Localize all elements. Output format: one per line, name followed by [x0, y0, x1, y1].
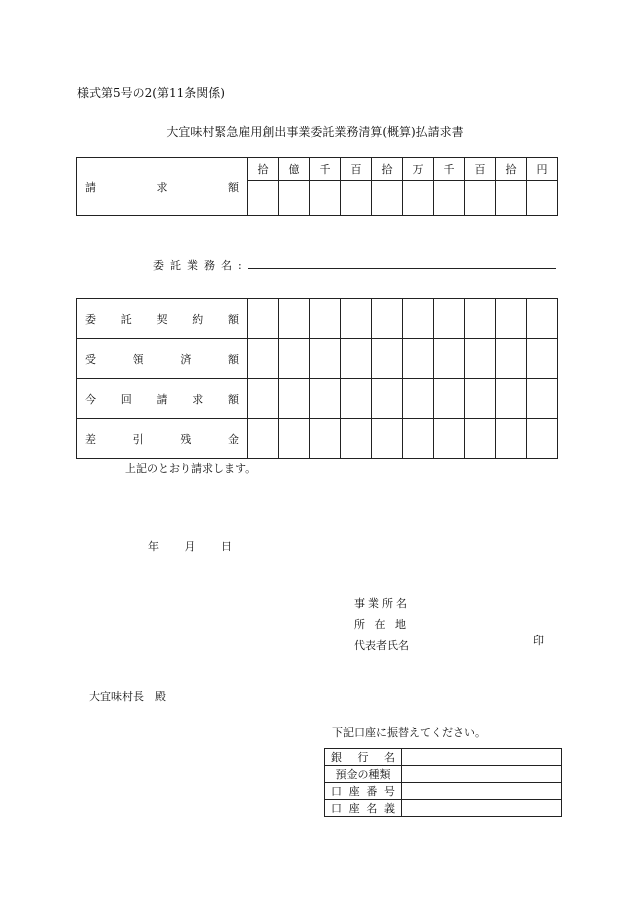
- representative-label: 代表者氏名: [354, 639, 409, 652]
- amount-digit-cell[interactable]: [434, 419, 465, 459]
- amount-digit-cell[interactable]: [279, 419, 310, 459]
- bank-account-table: [324, 748, 562, 817]
- amount-digit-cell[interactable]: [372, 419, 403, 459]
- bank-name-field[interactable]: [402, 749, 562, 766]
- digit-header: 百: [465, 158, 496, 181]
- amount-digit-cell[interactable]: [341, 339, 372, 379]
- amount-digit-cell[interactable]: [372, 379, 403, 419]
- form-number: 様式第5号の2(第11条関係): [77, 86, 225, 100]
- table-row: [325, 800, 562, 817]
- digit-header: 円: [527, 158, 558, 181]
- account-holder-label: 口 座 名 義: [325, 800, 402, 817]
- addressee: 大宜味村長 殿: [89, 690, 166, 703]
- amount-digit-cell[interactable]: [279, 379, 310, 419]
- amount-digit-cell[interactable]: [279, 299, 310, 339]
- digit-header: 百: [341, 158, 372, 181]
- amount-digit-cell[interactable]: [310, 379, 341, 419]
- table-row: [325, 766, 562, 783]
- date-line: [148, 538, 232, 554]
- table-row: [325, 783, 562, 800]
- amount-digit-cell[interactable]: [341, 419, 372, 459]
- digit-header: 拾: [372, 158, 403, 181]
- table-row: [77, 299, 558, 339]
- digit-header: 拾: [496, 158, 527, 181]
- amount-digit-cell[interactable]: [403, 419, 434, 459]
- digit-header: 万: [403, 158, 434, 181]
- account-holder-field[interactable]: [402, 800, 562, 817]
- amount-digit-cell[interactable]: [310, 419, 341, 459]
- amount-digit-cell[interactable]: [341, 181, 372, 216]
- contract-name-label: 委託業務名:: [153, 259, 248, 272]
- amount-digit-cell[interactable]: [527, 299, 558, 339]
- amount-digit-cell[interactable]: [248, 379, 279, 419]
- seal-mark: 印: [533, 634, 544, 647]
- amount-digit-cell[interactable]: [465, 419, 496, 459]
- amount-digit-cell[interactable]: [434, 379, 465, 419]
- amount-digit-cell[interactable]: [465, 181, 496, 216]
- applicant-block: [354, 593, 410, 656]
- amount-digit-cell[interactable]: [434, 181, 465, 216]
- received-amount-label: 受 領 済 額: [77, 339, 248, 379]
- settlement-detail-table: [76, 298, 558, 459]
- amount-digit-cell[interactable]: [279, 339, 310, 379]
- amount-digit-cell[interactable]: [434, 339, 465, 379]
- amount-digit-cell[interactable]: [403, 339, 434, 379]
- account-number-field[interactable]: [402, 783, 562, 800]
- amount-digit-cell[interactable]: [527, 379, 558, 419]
- amount-digit-cell[interactable]: [403, 299, 434, 339]
- amount-digit-cell[interactable]: [496, 299, 527, 339]
- form-title: 大宜味村緊急雇用創出事業委託業務清算(概算)払請求書: [166, 125, 464, 139]
- table-row: [77, 379, 558, 419]
- table-row: [77, 339, 558, 379]
- date-year: 年: [148, 540, 159, 553]
- account-number-label: 口 座 番 号: [325, 783, 402, 800]
- amount-digit-cell[interactable]: [465, 339, 496, 379]
- amount-digit-cell[interactable]: [403, 379, 434, 419]
- bank-transfer-note: 下記口座に振替えてください。: [332, 726, 486, 739]
- amount-digit-cell[interactable]: [372, 299, 403, 339]
- amount-digit-cell[interactable]: [527, 419, 558, 459]
- deposit-type-label: 預金の種類: [325, 766, 402, 783]
- amount-digit-cell[interactable]: [403, 181, 434, 216]
- amount-digit-cell[interactable]: [372, 181, 403, 216]
- request-statement: 上記のとおり請求します。: [125, 462, 257, 475]
- table-row: [325, 749, 562, 766]
- date-month: 月: [184, 540, 196, 553]
- amount-digit-cell[interactable]: [496, 181, 527, 216]
- table-row: [77, 419, 558, 459]
- digit-header: 拾: [248, 158, 279, 181]
- digit-header: 千: [434, 158, 465, 181]
- amount-digit-cell[interactable]: [434, 299, 465, 339]
- bank-name-label: 銀 行 名: [325, 749, 402, 766]
- amount-digit-cell[interactable]: [248, 339, 279, 379]
- amount-digit-cell[interactable]: [248, 299, 279, 339]
- amount-digit-cell[interactable]: [496, 419, 527, 459]
- amount-digit-cell[interactable]: [465, 299, 496, 339]
- balance-label: 差 引 残 金: [77, 419, 248, 459]
- amount-digit-cell[interactable]: [310, 299, 341, 339]
- amount-digit-cell[interactable]: [465, 379, 496, 419]
- contract-name-field[interactable]: [248, 268, 556, 269]
- current-request-label: 今 回 請 求 額: [77, 379, 248, 419]
- amount-digit-cell[interactable]: [496, 339, 527, 379]
- digit-header: 千: [310, 158, 341, 181]
- location-label: 所 在 地: [354, 618, 409, 631]
- amount-digit-cell[interactable]: [248, 181, 279, 216]
- date-day: 日: [221, 540, 232, 553]
- amount-digit-cell[interactable]: [310, 339, 341, 379]
- amount-digit-cell[interactable]: [527, 181, 558, 216]
- digit-header: 億: [279, 158, 310, 181]
- amount-digit-cell[interactable]: [341, 299, 372, 339]
- amount-digit-cell[interactable]: [279, 181, 310, 216]
- amount-digit-cell[interactable]: [341, 379, 372, 419]
- request-amount-table: [76, 157, 558, 216]
- contract-amount-label: 委 託 契 約 額: [77, 299, 248, 339]
- deposit-type-field[interactable]: [402, 766, 562, 783]
- amount-digit-cell[interactable]: [496, 379, 527, 419]
- office-name-label: 事業所名: [354, 597, 410, 610]
- amount-digit-cell[interactable]: [310, 181, 341, 216]
- amount-digit-cell[interactable]: [248, 419, 279, 459]
- request-amount-label: 請 求 額: [77, 158, 248, 216]
- amount-digit-cell[interactable]: [372, 339, 403, 379]
- amount-digit-cell[interactable]: [527, 339, 558, 379]
